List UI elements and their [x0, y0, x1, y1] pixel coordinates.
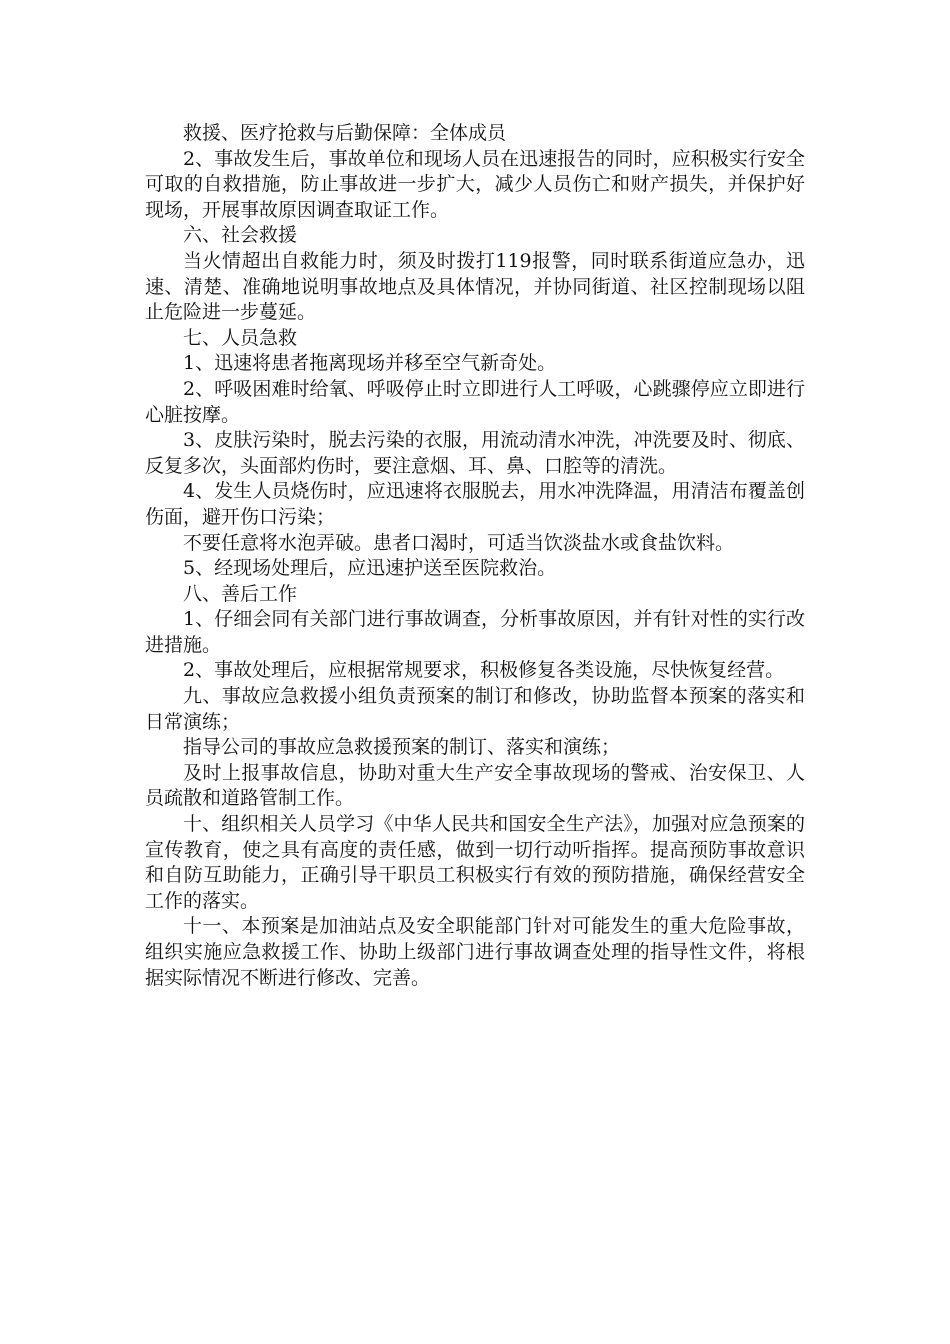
paragraph-report-info: 及时上报事故信息，协助对重大生产安全事故现场的警戒、治安保卫、人员疏散和道路管制工作。 [145, 761, 805, 810]
paragraph-first-aid-4: 4、发生人员烧伤时，应迅速将衣服脱去，用水冲洗降温，用清洁布覆盖创伤面，避开伤口污染； [145, 480, 805, 528]
paragraph-rescue-roles: 救援、医疗抢救与后勤保障：全体成员 [183, 122, 507, 144]
paragraph-section-9: 九、事故应急救援小组负责预案的制订和修改，协助监督本预案的落实和日常演练； [145, 685, 805, 733]
heading-social-rescue: 六、社会救援 [183, 224, 298, 247]
heading-first-aid: 七、人员急救 [183, 326, 298, 349]
paragraph-section-11: 十一、本预案是加油站点及安全职能部门针对可能发生的重大危险事故，组织实施应急救援工作、协助上级部门进行事故调查处理的指导性文件，将根据实际情况不断进行修改、完善。 [145, 915, 805, 989]
paragraph-first-aid-1: 1、迅速将患者拖离现场并移至空气新奇处。 [183, 352, 557, 375]
paragraph-call-119: 当火情超出自救能力时，须及时拨打119报警，同时联系街道应急办，迅速、清楚、准确地说明事故地点及具体情况，并协同街道、社区控制现场以阻止危险进一步蔓延。 [145, 249, 805, 324]
paragraph-first-aid-3: 3、皮肤污染时，脱去污染的衣服，用流动清水冲洗，冲洗要及时、彻底、反复多次，头面部灼伤时，要注意烟、耳、鼻、口腔等的清洗。 [145, 429, 805, 477]
paragraph-first-aid-5: 5、经现场处理后，应迅速护送至医院救治。 [183, 557, 557, 580]
paragraph-aftermath-1: 1、仔细会同有关部门进行事故调查，分析事故原因，并有针对性的实行改进措施。 [145, 608, 805, 656]
paragraph-section-10: 十、组织相关人员学习《中华人民共和国安全生产法》，加强对应急预案的宣传教育，使之具有高度的责任感，做到一切行动听指挥。提高预防事故意识和自防互助能力，正确引导干职员工积极实行有效的预防措施，确保经营安全工作的落实。 [145, 813, 805, 912]
paragraph-blisters: 不要任意将水泡弄破。患者口渴时，可适当饮淡盐水或食盐饮料。 [183, 531, 735, 554]
heading-aftermath: 八、善后工作 [183, 582, 298, 605]
paragraph-first-aid-2: 2、呼吸困难时给氧、呼吸停止时立即进行人工呼吸，心跳骤停应立即进行心脏按摩。 [145, 377, 805, 426]
paragraph-aftermath-2: 2、事故处理后，应根据常规要求，积极修复各类设施，尽快恢复经营。 [183, 659, 785, 682]
paragraph-self-rescue: 2、事故发生后，事故单位和现场人员在迅速报告的同时，应积极实行安全可取的自救措施，防止事故进一步扩大，减少人员伤亡和财产损失，并保护好现场，开展事故原因调查取证工作。 [145, 147, 805, 221]
paragraph-guide-company: 指导公司的事故应急救援预案的制订、落实和演练； [183, 736, 621, 759]
document-body [145, 121, 805, 991]
